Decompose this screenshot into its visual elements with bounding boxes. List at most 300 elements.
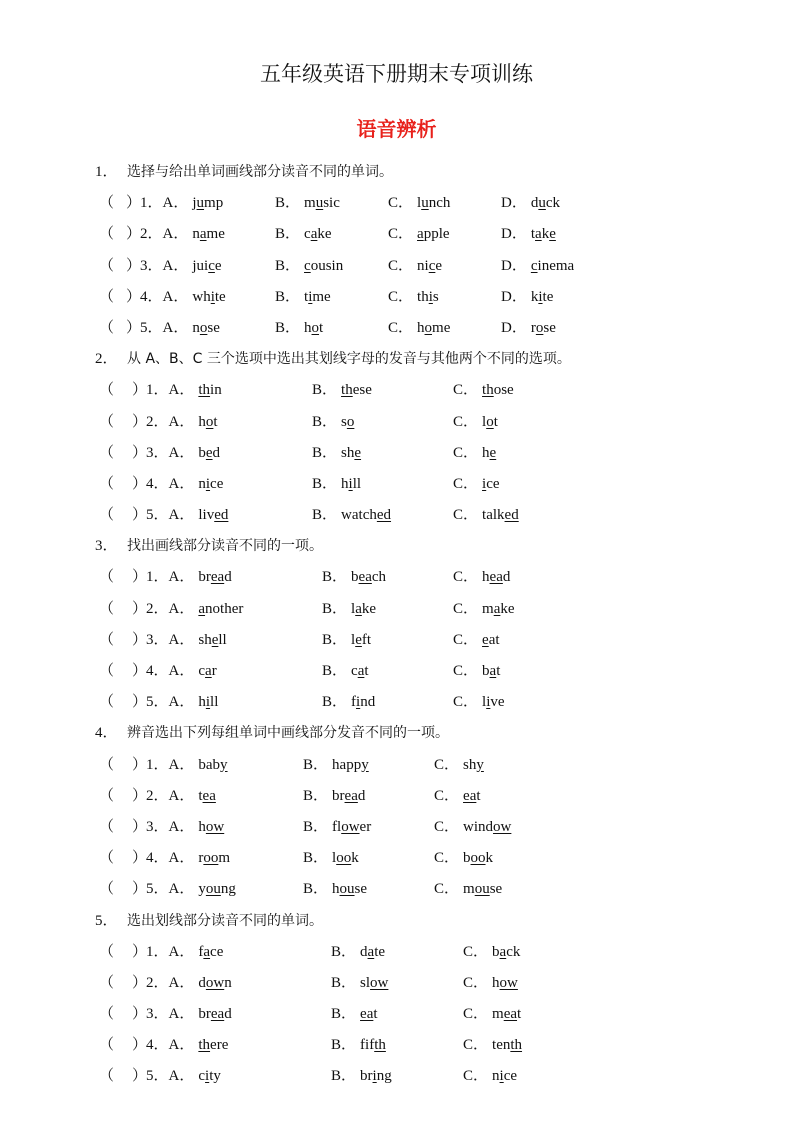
option-c <box>453 562 510 593</box>
answer-blank-close: ） <box>132 850 148 867</box>
word-underlined-part: ea <box>344 787 358 804</box>
dot: ． <box>153 881 169 898</box>
option-label: B <box>275 257 286 274</box>
word-suffix: ke <box>361 600 377 617</box>
answer-blank[interactable]: （ <box>99 444 115 461</box>
dot: ． <box>398 319 414 336</box>
word-prefix: d <box>360 943 368 960</box>
dot: ． <box>173 288 189 305</box>
dot: ． <box>179 413 195 430</box>
word-suffix: pple <box>423 226 450 243</box>
word-underlined-part: y <box>361 756 369 773</box>
option-a <box>146 562 232 593</box>
option-label: B <box>303 881 314 898</box>
question-number: 1 <box>146 569 154 586</box>
word-suffix: t <box>476 787 481 804</box>
option-label: B <box>312 382 323 399</box>
answer-blank[interactable]: （ <box>99 319 115 336</box>
question-number: 2 <box>146 974 154 991</box>
word-underlined-part: th <box>482 382 494 399</box>
option-label: A <box>168 663 180 679</box>
word-prefix: j <box>192 195 197 212</box>
option-label: A <box>168 507 180 524</box>
section-header <box>0 157 793 188</box>
word-suffix: te <box>374 943 386 960</box>
word-underlined-part: o <box>199 319 208 336</box>
word-underlined-part: th <box>341 382 353 399</box>
word-underlined-part: o <box>486 413 494 430</box>
section-header <box>0 718 793 749</box>
option-label: A <box>162 257 174 274</box>
option-a <box>146 1030 228 1061</box>
dot: ． <box>332 569 348 586</box>
dot: ． <box>173 257 189 274</box>
dot: ． <box>463 694 479 711</box>
question-number: 1 <box>146 943 154 960</box>
word-underlined-part: ow <box>341 818 360 835</box>
option-label: A <box>168 631 180 648</box>
word-suffix: ke <box>500 600 515 617</box>
answer-blank[interactable]: （ <box>99 756 115 773</box>
dot: ． <box>511 319 527 336</box>
dot: ． <box>398 195 414 212</box>
answer-blank-close: ） <box>132 1068 148 1085</box>
word-prefix: l <box>482 694 487 711</box>
word-prefix: n <box>198 475 206 492</box>
answer-blank[interactable]: （ <box>99 1037 115 1054</box>
answer-blank[interactable]: （ <box>99 507 115 524</box>
word-suffix: t <box>496 663 501 679</box>
word-prefix: h <box>198 413 206 430</box>
option-label: B <box>275 226 286 243</box>
answer-blank-close: ） <box>132 475 148 492</box>
question-number: 3 <box>140 257 148 274</box>
section-header <box>0 531 793 562</box>
word-prefix: f <box>351 694 357 711</box>
option-b <box>322 594 376 625</box>
word-underlined-part: ow <box>493 818 512 835</box>
option-label: C <box>388 319 399 336</box>
word-underlined-part: i <box>205 1068 210 1085</box>
option-a <box>146 937 223 968</box>
option-b <box>303 781 365 812</box>
option-b <box>303 750 369 781</box>
word-suffix: ng <box>376 1068 392 1085</box>
word-prefix: t <box>530 226 536 243</box>
section-instruction: 选出划线部分读音不同的单词。 <box>127 912 323 929</box>
option-c <box>453 594 515 625</box>
dot: ． <box>153 1068 169 1085</box>
option-label: A <box>168 850 180 867</box>
word-underlined-part: u <box>421 195 429 212</box>
option-label: A <box>162 226 174 243</box>
word-prefix: h <box>198 818 206 835</box>
word-prefix: b <box>492 943 500 960</box>
word-suffix: ose <box>493 382 514 399</box>
answer-blank-close: ） <box>132 818 148 835</box>
section-instruction: 找出画线部分读音不同的一项。 <box>127 538 323 555</box>
option-label: B <box>312 507 323 524</box>
word-suffix: d <box>357 787 366 804</box>
answer-blank[interactable]: （ <box>99 600 115 617</box>
word-prefix: sh <box>463 756 477 773</box>
dot: ． <box>322 382 338 399</box>
dot: ． <box>511 257 527 274</box>
option-a <box>140 188 223 219</box>
option-a <box>146 843 230 874</box>
option-c <box>463 999 521 1030</box>
word-underlined-part: th <box>198 1037 211 1054</box>
option-a <box>146 874 236 905</box>
word-underlined-part: e <box>482 631 489 648</box>
word-underlined-part: ou <box>474 881 490 898</box>
question-number: 2 <box>146 413 154 430</box>
word-suffix: e <box>214 257 222 274</box>
answer-blank[interactable]: （ <box>99 818 115 835</box>
dot: ． <box>332 631 348 648</box>
question-number: 5 <box>146 881 154 898</box>
word-suffix: at <box>488 631 500 648</box>
question-number: 3 <box>146 631 154 648</box>
section-instruction: 辨音选出下列每组单词中画线部分发音不同的一项。 <box>127 725 449 742</box>
dot: ． <box>153 694 169 711</box>
option-label: A <box>168 694 180 711</box>
answer-blank[interactable]: （ <box>99 382 115 399</box>
word-underlined-part: c <box>304 257 311 274</box>
answer-blank-close: ） <box>132 1006 148 1023</box>
answer-blank[interactable]: （ <box>99 195 115 212</box>
word-underlined-part: a <box>203 943 211 960</box>
dot: ． <box>153 1006 169 1023</box>
dot: ． <box>179 631 195 648</box>
word-suffix: r <box>211 663 217 679</box>
question-row <box>0 188 793 219</box>
option-c <box>453 407 498 438</box>
option-label: B <box>331 1006 342 1023</box>
option-label: B <box>322 631 333 648</box>
word-underlined-part: e <box>355 631 362 648</box>
word-underlined-part: y <box>220 756 228 773</box>
answer-blank[interactable]: （ <box>99 787 115 804</box>
option-label: A <box>162 288 174 305</box>
section-instruction: 选择与给出单词画线部分读音不同的单词。 <box>127 164 393 180</box>
option-label: A <box>168 1037 180 1054</box>
dot: ． <box>313 787 329 804</box>
word-prefix: l <box>351 600 356 617</box>
word-prefix: m <box>463 881 475 898</box>
answer-blank-close: ） <box>132 507 148 524</box>
option-label: D <box>501 257 512 274</box>
word-prefix: br <box>198 1006 211 1023</box>
option-label: D <box>501 288 512 305</box>
option-label: C <box>453 694 464 711</box>
word-suffix: se <box>489 881 503 898</box>
question-row <box>0 469 793 500</box>
dot: ． <box>398 226 414 243</box>
word-underlined-part: a <box>199 226 207 243</box>
word-underlined-part: i <box>205 475 211 492</box>
word-underlined-part: i <box>205 694 211 711</box>
question-number: 3 <box>146 818 154 835</box>
option-label: B <box>322 569 333 586</box>
option-label: C <box>453 507 464 524</box>
option-label: B <box>331 1068 342 1085</box>
answer-blank[interactable]: （ <box>99 974 115 991</box>
option-label: C <box>453 475 464 492</box>
option-a <box>146 625 227 656</box>
word-prefix: th <box>417 288 429 305</box>
word-suffix: s <box>432 288 439 305</box>
word-suffix: se <box>207 319 220 336</box>
word-underlined-part: ed <box>504 507 519 524</box>
answer-blank[interactable]: （ <box>99 943 115 960</box>
word-suffix: er <box>359 818 372 835</box>
answer-blank[interactable]: （ <box>99 881 115 898</box>
question-row <box>0 562 793 593</box>
word-underlined-part: ou <box>205 881 221 898</box>
word-suffix: k <box>485 850 494 867</box>
dot: ． <box>285 288 301 305</box>
word-underlined-part: a <box>367 943 375 960</box>
dot: ． <box>322 507 338 524</box>
word-suffix: ck <box>506 943 521 960</box>
word-suffix: in <box>210 382 222 399</box>
option-c <box>388 251 442 282</box>
dot: ． <box>322 413 338 430</box>
option-label: D <box>501 319 512 336</box>
option-label: A <box>168 382 180 399</box>
word-underlined-part: a <box>198 600 206 617</box>
word-suffix: d <box>212 444 221 461</box>
option-label: A <box>168 943 180 960</box>
option-label: A <box>168 756 180 773</box>
option-label: C <box>453 600 464 617</box>
word-prefix: l <box>482 413 487 430</box>
option-label: D <box>501 195 512 212</box>
dot: ． <box>332 694 348 711</box>
word-underlined-part: i <box>482 475 487 492</box>
option-b <box>331 999 378 1030</box>
question-number: 5 <box>140 319 148 336</box>
word-prefix: d <box>530 195 539 212</box>
word-prefix: b <box>351 569 359 586</box>
dot: ． <box>313 818 329 835</box>
option-label: B <box>312 413 323 430</box>
dot: ． <box>322 444 338 461</box>
word-prefix: c <box>198 1068 206 1085</box>
answer-blank-close: ） <box>132 694 148 711</box>
option-c <box>463 1030 522 1061</box>
option-a <box>146 500 228 531</box>
option-label: A <box>168 818 180 835</box>
dot: ． <box>153 507 169 524</box>
question-row <box>0 1061 793 1092</box>
dot: ． <box>473 943 489 960</box>
word-suffix: ke <box>317 226 332 243</box>
word-prefix: br <box>332 787 345 804</box>
option-label: C <box>463 1037 474 1054</box>
dot: ． <box>153 569 169 586</box>
option-c <box>453 469 500 500</box>
answer-blank[interactable]: （ <box>99 475 115 492</box>
section-instruction: 从 A、B、C 三个选项中选出其划线字母的发音与其他两个不同的选项。 <box>127 351 571 368</box>
option-a <box>146 1061 221 1092</box>
word-suffix: ty <box>209 1068 221 1085</box>
question-row <box>0 812 793 843</box>
question-row <box>0 968 793 999</box>
word-prefix: wh <box>192 288 211 305</box>
question-number: 3 <box>146 444 154 461</box>
option-label: C <box>463 1006 474 1023</box>
answer-blank[interactable]: （ <box>99 569 115 586</box>
answer-blank[interactable]: （ <box>99 1006 115 1023</box>
word-prefix: t <box>304 288 309 305</box>
answer-blank[interactable]: （ <box>99 631 115 648</box>
dot: ． <box>179 818 195 835</box>
word-prefix: l <box>332 850 337 867</box>
dot: ． <box>179 663 195 679</box>
word-underlined-part: th <box>510 1037 523 1054</box>
question-row <box>0 438 793 469</box>
word-suffix: ousin <box>310 257 344 274</box>
option-a <box>140 251 222 282</box>
page-subtitle: 语音辨析 <box>356 117 437 141</box>
option-b <box>331 1061 392 1092</box>
answer-blank-close: ） <box>132 663 148 679</box>
question-number: 5 <box>146 507 154 524</box>
option-c <box>453 438 496 469</box>
word-underlined-part: ea <box>360 1006 374 1023</box>
dot: ． <box>179 974 195 991</box>
word-prefix: r <box>198 850 204 867</box>
option-label: A <box>168 1006 180 1023</box>
option-b <box>331 968 388 999</box>
option-b <box>275 282 331 313</box>
option-a <box>146 781 216 812</box>
answer-blank-close: ） <box>126 257 142 274</box>
word-underlined-part: ea <box>503 1006 518 1023</box>
word-underlined-part: i <box>308 288 313 305</box>
dot: ． <box>179 694 195 711</box>
word-underlined-part: o <box>535 319 544 336</box>
answer-blank[interactable]: （ <box>99 663 115 679</box>
word-underlined-part: o <box>205 413 214 430</box>
dot: ． <box>332 600 348 617</box>
dot: ． <box>153 943 169 960</box>
word-underlined-part: c <box>208 257 215 274</box>
answer-blank[interactable]: （ <box>99 288 115 305</box>
option-c <box>453 687 505 718</box>
option-b <box>312 469 361 500</box>
word-prefix: k <box>530 288 539 305</box>
dot: ． <box>511 195 527 212</box>
option-a <box>146 469 223 500</box>
dot: ． <box>179 475 195 492</box>
question-row <box>0 656 793 687</box>
dot: ． <box>173 195 189 212</box>
option-a <box>146 687 218 718</box>
word-prefix: sh <box>198 631 212 648</box>
answer-blank[interactable]: （ <box>99 413 115 430</box>
option-label: A <box>168 600 180 617</box>
question-number: 1 <box>140 195 148 212</box>
dot: ． <box>473 1006 489 1023</box>
word-suffix: ft <box>361 631 372 648</box>
word-underlined-part: a <box>310 226 318 243</box>
word-underlined-part: ow <box>499 974 518 991</box>
word-prefix: f <box>198 943 204 960</box>
word-underlined-part: a <box>355 600 362 617</box>
word-prefix: bab <box>198 756 221 773</box>
answer-blank[interactable]: （ <box>99 694 115 711</box>
question-row <box>0 313 793 344</box>
dot: ． <box>173 319 189 336</box>
answer-blank-close: ） <box>132 1037 148 1054</box>
dot: ． <box>153 600 169 617</box>
word-suffix: mp <box>204 195 224 212</box>
word-prefix: b <box>463 850 471 867</box>
word-underlined-part: oo <box>470 850 486 867</box>
word-underlined-part: oo <box>203 850 219 867</box>
word-underlined-part: y <box>476 756 484 773</box>
question-row <box>0 1030 793 1061</box>
dot: ． <box>179 444 195 461</box>
answer-blank-close: ） <box>132 974 148 991</box>
dot: ． <box>179 569 195 586</box>
word-suffix: e <box>435 257 443 274</box>
dot: ． <box>463 631 479 648</box>
word-prefix: br <box>198 569 211 586</box>
word-underlined-part: a <box>357 663 365 679</box>
answer-blank-close: ） <box>132 382 148 399</box>
word-underlined-part: o <box>311 319 320 336</box>
answer-blank-close: ） <box>132 569 148 586</box>
word-underlined-part: oo <box>336 850 352 867</box>
word-prefix: l <box>351 631 356 648</box>
word-underlined-part: o <box>424 319 433 336</box>
option-a <box>146 812 224 843</box>
question-row <box>0 750 793 781</box>
dot: ． <box>179 1068 195 1085</box>
word-prefix: b <box>482 663 490 679</box>
answer-blank[interactable]: （ <box>99 850 115 867</box>
answer-blank[interactable]: （ <box>99 226 115 243</box>
dot: ． <box>463 444 479 461</box>
word-prefix: jui <box>192 257 209 274</box>
word-suffix: ese <box>352 382 372 399</box>
option-label: B <box>322 694 333 711</box>
option-a <box>146 375 222 406</box>
answer-blank[interactable]: （ <box>99 257 115 274</box>
word-suffix: d <box>502 569 511 586</box>
option-label: C <box>434 850 445 867</box>
option-label: C <box>434 787 445 804</box>
option-label: C <box>453 382 464 399</box>
option-label: C <box>388 257 399 274</box>
option-c <box>463 937 520 968</box>
word-suffix: ll <box>210 694 219 711</box>
dot: ． <box>179 382 195 399</box>
word-prefix: talk <box>482 507 505 524</box>
dot: ． <box>463 382 479 399</box>
dot: ． <box>511 226 527 243</box>
word-underlined-part: i <box>486 694 491 711</box>
option-label: A <box>168 1068 180 1085</box>
option-label: B <box>275 195 286 212</box>
answer-blank[interactable]: （ <box>99 1068 115 1085</box>
word-prefix: m <box>304 195 316 212</box>
option-d <box>501 219 556 250</box>
